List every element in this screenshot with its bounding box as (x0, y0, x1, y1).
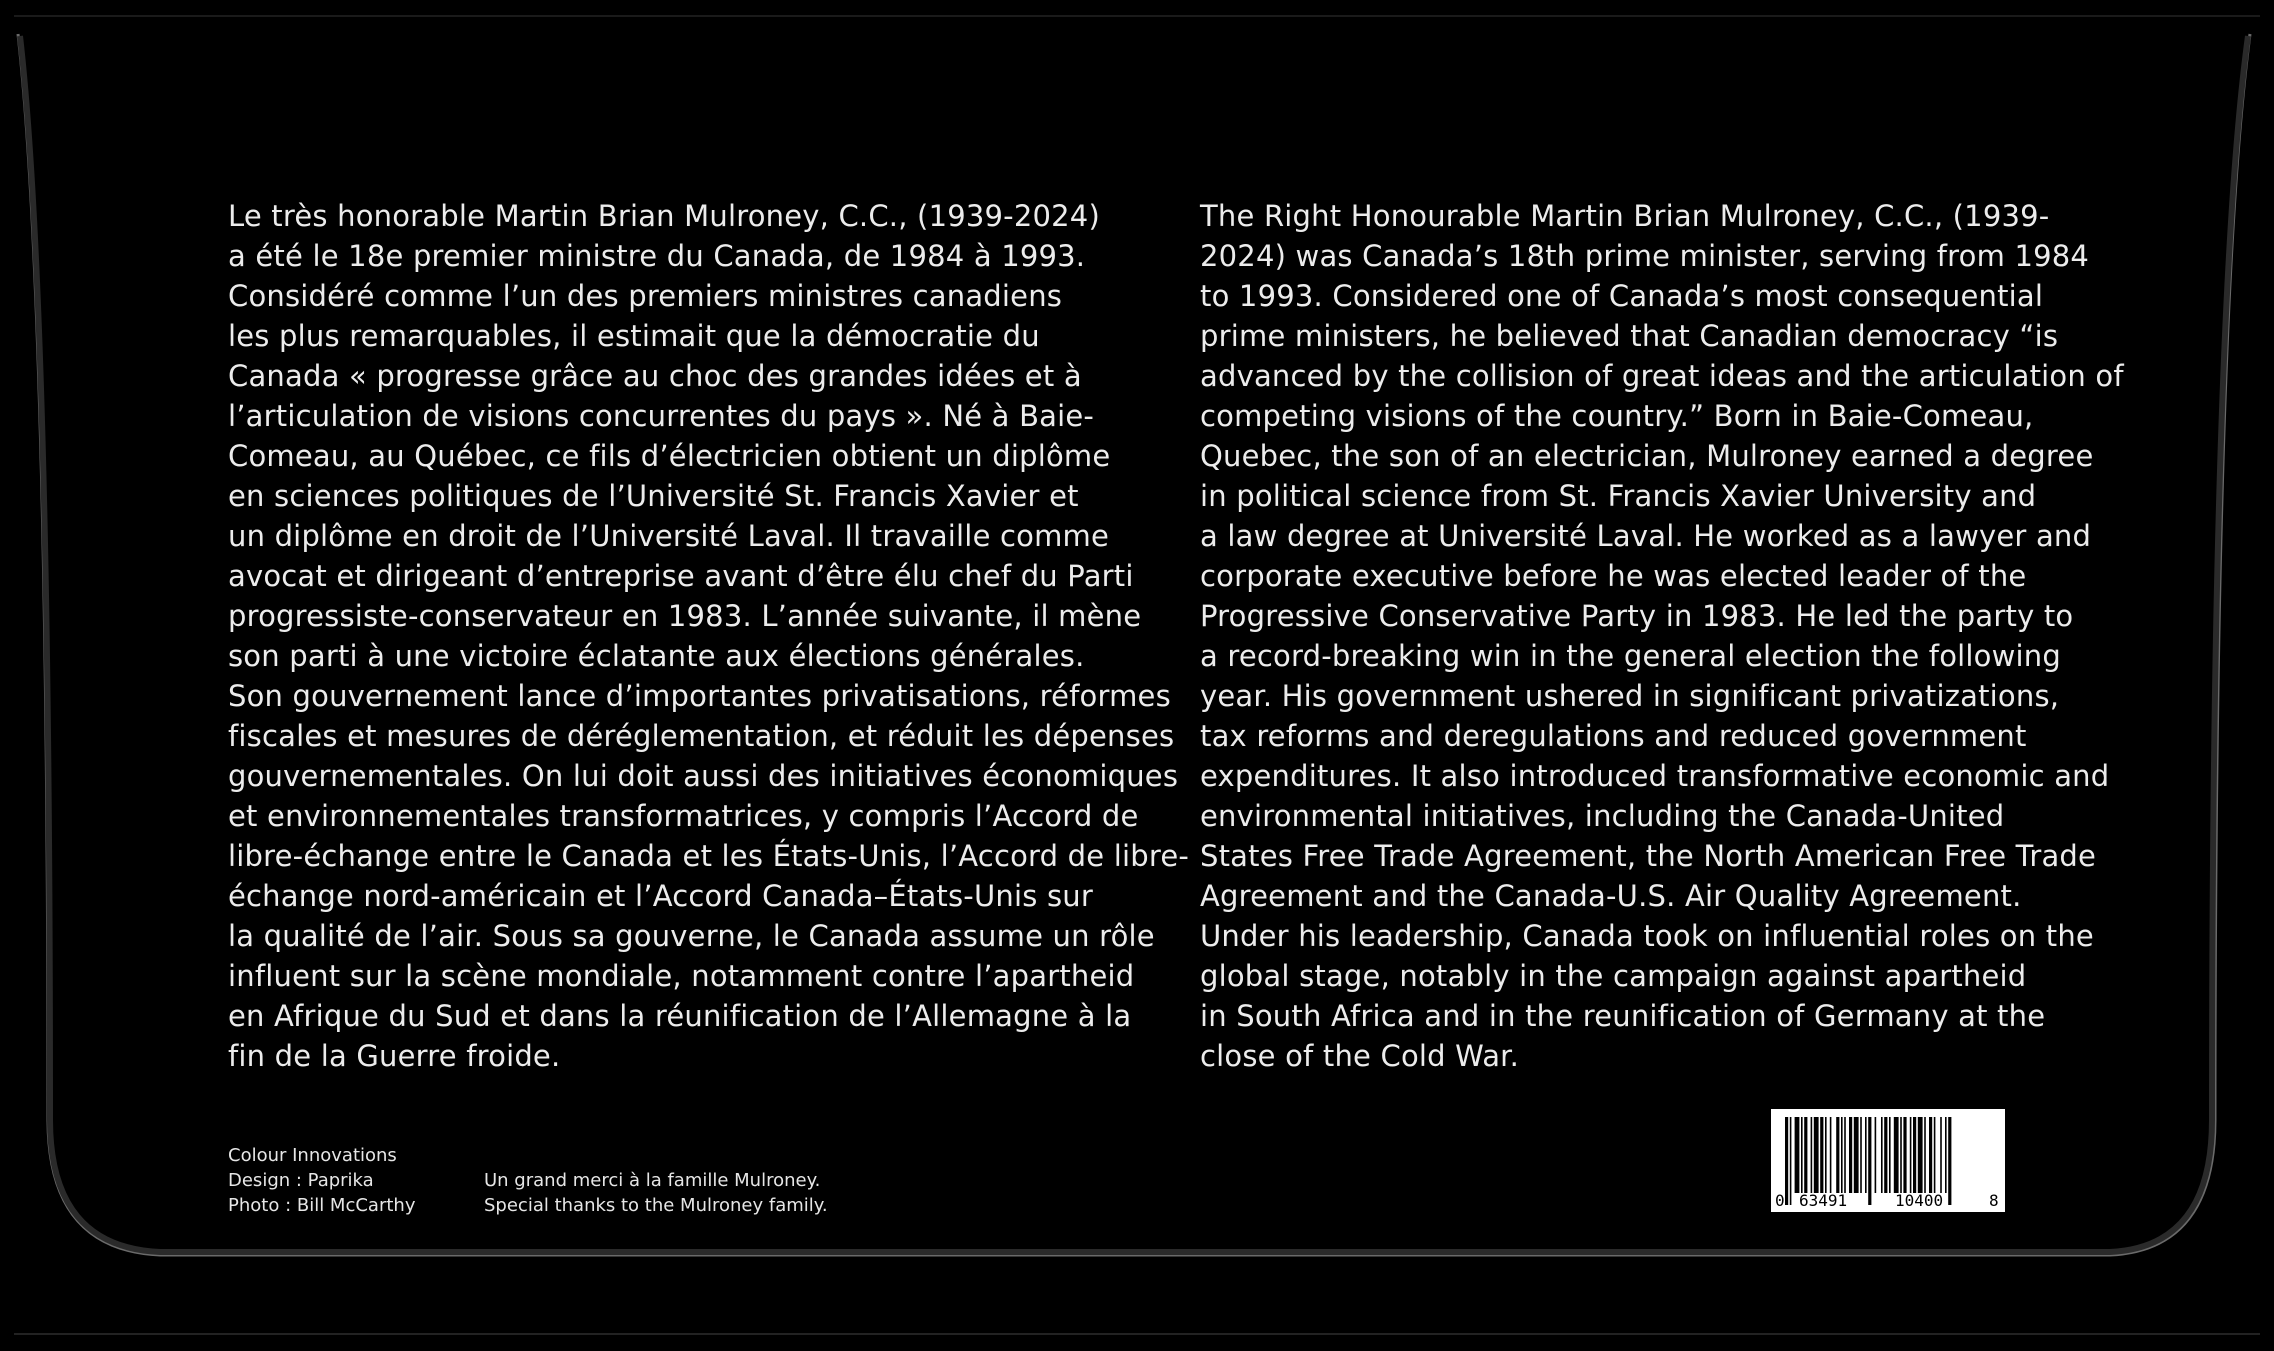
english-text-line: tax reforms and deregulations and reduced government (1200, 719, 2027, 753)
english-text-line: The Right Honourable Martin Brian Mulroney, C.C., (1939- (1200, 199, 2050, 233)
barcode-bar (1790, 1117, 1792, 1205)
english-biography (1200, 196, 2124, 1076)
french-text-line: échange nord-américain et l’Accord Canada–États-Unis sur (228, 879, 1093, 913)
french-text-line: a été le 18e premier ministre du Canada, de 1984 à 1993. (228, 239, 1086, 273)
barcode-bar (1868, 1117, 1871, 1205)
barcode-digits-left: 63491 (1799, 1191, 1848, 1210)
french-text-line: la qualité de l’air. Sous sa gouverne, le Canada assume un rôle (228, 919, 1155, 953)
french-text-line: influent sur la scène mondiale, notamment contre l’apartheid (228, 959, 1135, 993)
english-text-line: 2024) was Canada’s 18th prime minister, serving from 1984 (1200, 239, 2090, 273)
english-text-line: a record-breaking win in the general election the following (1200, 639, 2061, 673)
barcode-bar (1884, 1117, 1887, 1193)
barcode-bar (1814, 1117, 1819, 1193)
english-text-line: Agreement and the Canada-U.S. Air Quality Agreement. (1200, 879, 2022, 913)
barcode-bar (1836, 1117, 1839, 1193)
barcode-digit-first: 0 (1775, 1191, 1785, 1210)
english-text-line: advanced by the collision of great ideas and the articulation of (1200, 359, 2124, 393)
french-text-line: Comeau, au Québec, ce fils d’électricien obtient un diplôme (228, 439, 1111, 473)
english-text-line: in political science from St. Francis Xavier University and (1200, 479, 2037, 513)
french-text-line: Canada « progresse grâce au choc des grandes idées et à (228, 359, 1082, 393)
english-text-line: Progressive Conservative Party in 1983. He led the party to (1200, 599, 2074, 633)
barcode-bar (1841, 1117, 1843, 1193)
barcode-bar (1881, 1117, 1883, 1193)
barcode-bar (1900, 1117, 1902, 1193)
barcode-bar (1924, 1117, 1926, 1193)
barcode-bar (1918, 1117, 1923, 1193)
barcode-bar (1854, 1117, 1859, 1193)
french-text-line: en Afrique du Sud et dans la réunification de l’Allemagne à la (228, 999, 1132, 1033)
barcode-bar (1860, 1117, 1862, 1193)
barcode-bar (1811, 1117, 1813, 1193)
production-credits (228, 1143, 415, 1218)
french-text-line: Le très honorable Martin Brian Mulroney, C.C., (1939-2024) (228, 199, 1100, 233)
french-text-line: son parti à une victoire éclatante aux élections générales. (228, 639, 1085, 673)
french-text-line: fin de la Guerre froide. (228, 1039, 561, 1073)
barcode-bar (1820, 1117, 1823, 1193)
barcode-bar (1795, 1117, 1800, 1193)
french-text-line: progressiste-conservateur en 1983. L’année suivante, il mène (228, 599, 1142, 633)
english-text-line: to 1993. Considered one of Canada’s most consequential (1200, 279, 2044, 313)
barcode-bar (1894, 1117, 1899, 1193)
french-text-line: un diplôme en droit de l’Université Laval. Il travaille comme (228, 519, 1110, 553)
french-text-line: gouvernementales. On lui doit aussi des initiatives économiques (228, 759, 1179, 793)
french-text-line: en sciences politiques de l’Université St. Francis Xavier et (228, 479, 1079, 513)
english-text-line: year. His government ushered in significant privatizations, (1200, 679, 2060, 713)
barcode-bar (1849, 1117, 1852, 1193)
english-text-line: corporate executive before he was elected leader of the (1200, 559, 2027, 593)
english-text-line: competing visions of the country.” Born in Baie-Comeau, (1200, 399, 2034, 433)
barcode-bar (1804, 1117, 1807, 1193)
barcode-digits-right: 10400 (1895, 1191, 1944, 1210)
english-text-line: expenditures. It also introduced transformative economic and (1200, 759, 2110, 793)
french-text-line: les plus remarquables, il estimait que la démocratie du (228, 319, 1040, 353)
barcode-icon (1771, 1109, 2005, 1212)
english-text-line: close of the Cold War. (1200, 1039, 1520, 1073)
english-text-line: States Free Trade Agreement, the North American Free Trade (1200, 839, 2097, 873)
acknowledgements (484, 1168, 828, 1218)
french-text-line: Son gouvernement lance d’importantes privatisations, réformes (228, 679, 1171, 713)
english-text-line: global stage, notably in the campaign against apartheid (1200, 959, 2027, 993)
english-text-line: a law degree at Université Laval. He worked as a lawyer and (1200, 519, 2092, 553)
thanks-french: Un grand merci à la famille Mulroney. (484, 1170, 821, 1191)
barcode-bar (1934, 1117, 1936, 1193)
photo-credit: Photo : Bill McCarthy (228, 1195, 416, 1216)
design-credit: Design : Paprika (228, 1170, 374, 1191)
barcode-bar (1785, 1117, 1788, 1205)
barcode-bar (1948, 1117, 1951, 1205)
barcode-bar (1910, 1117, 1912, 1193)
barcode-bar (1844, 1117, 1846, 1193)
french-biography (228, 196, 1190, 1076)
barcode-bar (1913, 1117, 1916, 1193)
french-text-line: et environnementales transformatrices, y compris l’Accord de (228, 799, 1139, 833)
english-text-line: Under his leadership, Canada took on influential roles on the (1200, 919, 2094, 953)
barcode-bar (1929, 1117, 1932, 1193)
barcode-bar (1940, 1117, 1942, 1193)
barcode-bar (1875, 1117, 1877, 1193)
english-text-line: prime ministers, he believed that Canadian democracy “is (1200, 319, 2059, 353)
barcode-bar (1889, 1117, 1891, 1193)
barcode-digit-last: 8 (1989, 1191, 1999, 1210)
barcode-bar (1903, 1117, 1906, 1193)
printer-credit: Colour Innovations (228, 1145, 397, 1166)
french-text-line: avocat et dirigeant d’entreprise avant d’être élu chef du Parti (228, 559, 1134, 593)
barcode-bar (1801, 1117, 1803, 1193)
english-text-line: in South Africa and in the reunification of Germany at the (1200, 999, 2046, 1033)
barcode-bar (1945, 1117, 1947, 1193)
thanks-english: Special thanks to the Mulroney family. (484, 1195, 828, 1216)
french-text-line: libre-échange entre le Canada et les États-Unis, l’Accord de libre- (228, 839, 1190, 873)
barcode-bar (1865, 1117, 1867, 1193)
english-text-line: environmental initiatives, including the Canada-United (1200, 799, 2005, 833)
french-text-line: Considéré comme l’un des premiers ministres canadiens (228, 279, 1063, 313)
english-text-line: Quebec, the son of an electrician, Mulroney earned a degree (1200, 439, 2094, 473)
french-text-line: l’articulation de visions concurrentes du pays ». Né à Baie- (228, 399, 1095, 433)
barcode-bar (1825, 1117, 1827, 1193)
barcode-bar (1830, 1117, 1832, 1193)
french-text-line: fiscales et mesures de déréglementation, et réduit les dépenses (228, 719, 1175, 753)
